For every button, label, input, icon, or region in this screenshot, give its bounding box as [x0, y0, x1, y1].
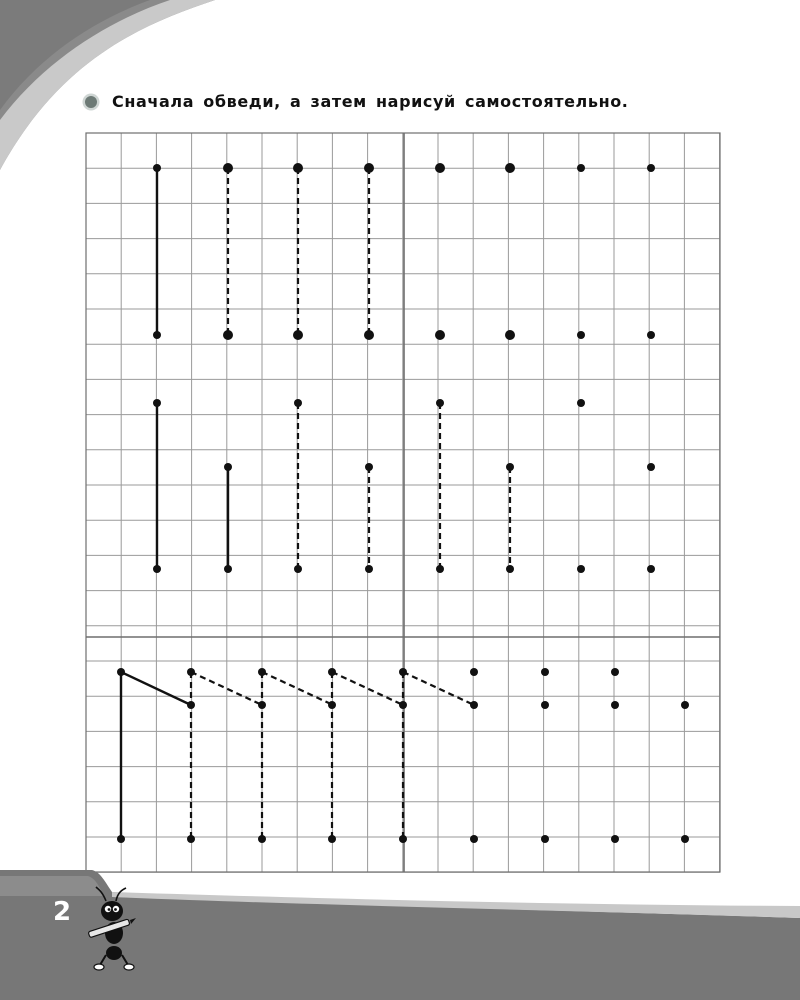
dot-start — [435, 163, 445, 173]
dot — [258, 701, 266, 709]
dot — [399, 701, 407, 709]
dot-start — [647, 164, 655, 172]
dot-end — [506, 565, 514, 573]
dot — [187, 835, 195, 843]
dot — [681, 701, 689, 709]
dot-end — [505, 330, 515, 340]
dot — [328, 668, 336, 676]
dot-end — [577, 565, 585, 573]
dot-end — [647, 331, 655, 339]
dot — [328, 835, 336, 843]
dot — [611, 701, 619, 709]
dot — [541, 668, 549, 676]
dot — [187, 701, 195, 709]
dot — [328, 701, 336, 709]
instruction-text: Сначала обведи, а затем нарисуй самостоятельно. — [112, 92, 629, 111]
dot-start — [293, 163, 303, 173]
dot-end — [153, 565, 161, 573]
dot-start — [223, 163, 233, 173]
dot — [399, 835, 407, 843]
dot-start — [505, 163, 515, 173]
dot-start — [365, 463, 373, 471]
page-number: 2 — [53, 897, 72, 927]
dot-start — [647, 463, 655, 471]
dot-end — [436, 565, 444, 573]
dot — [541, 835, 549, 843]
dot-end — [647, 565, 655, 573]
dot — [187, 668, 195, 676]
dot — [399, 668, 407, 676]
dot-start — [577, 164, 585, 172]
dot — [470, 835, 478, 843]
dot-end — [435, 330, 445, 340]
dot-end — [365, 565, 373, 573]
dot-start — [436, 399, 444, 407]
dot — [611, 668, 619, 676]
dot — [258, 668, 266, 676]
dot — [611, 835, 619, 843]
dot-end — [293, 330, 303, 340]
dot — [258, 835, 266, 843]
dot-end — [224, 565, 232, 573]
dot-start — [294, 399, 302, 407]
dot — [470, 701, 478, 709]
dot-start — [577, 399, 585, 407]
dot — [470, 668, 478, 676]
dot-end — [364, 330, 374, 340]
dot-end — [153, 331, 161, 339]
dot — [541, 701, 549, 709]
corner-swoosh — [0, 0, 215, 170]
dot-start — [364, 163, 374, 173]
grid-paper — [86, 133, 720, 872]
dot — [117, 668, 125, 676]
dot-start — [224, 463, 232, 471]
bullet-icon — [83, 94, 100, 111]
dot-end — [577, 331, 585, 339]
dot-end — [223, 330, 233, 340]
dot-start — [153, 399, 161, 407]
dot — [681, 835, 689, 843]
dot-start — [506, 463, 514, 471]
dot-end — [294, 565, 302, 573]
dot-start — [153, 164, 161, 172]
dot — [117, 835, 125, 843]
